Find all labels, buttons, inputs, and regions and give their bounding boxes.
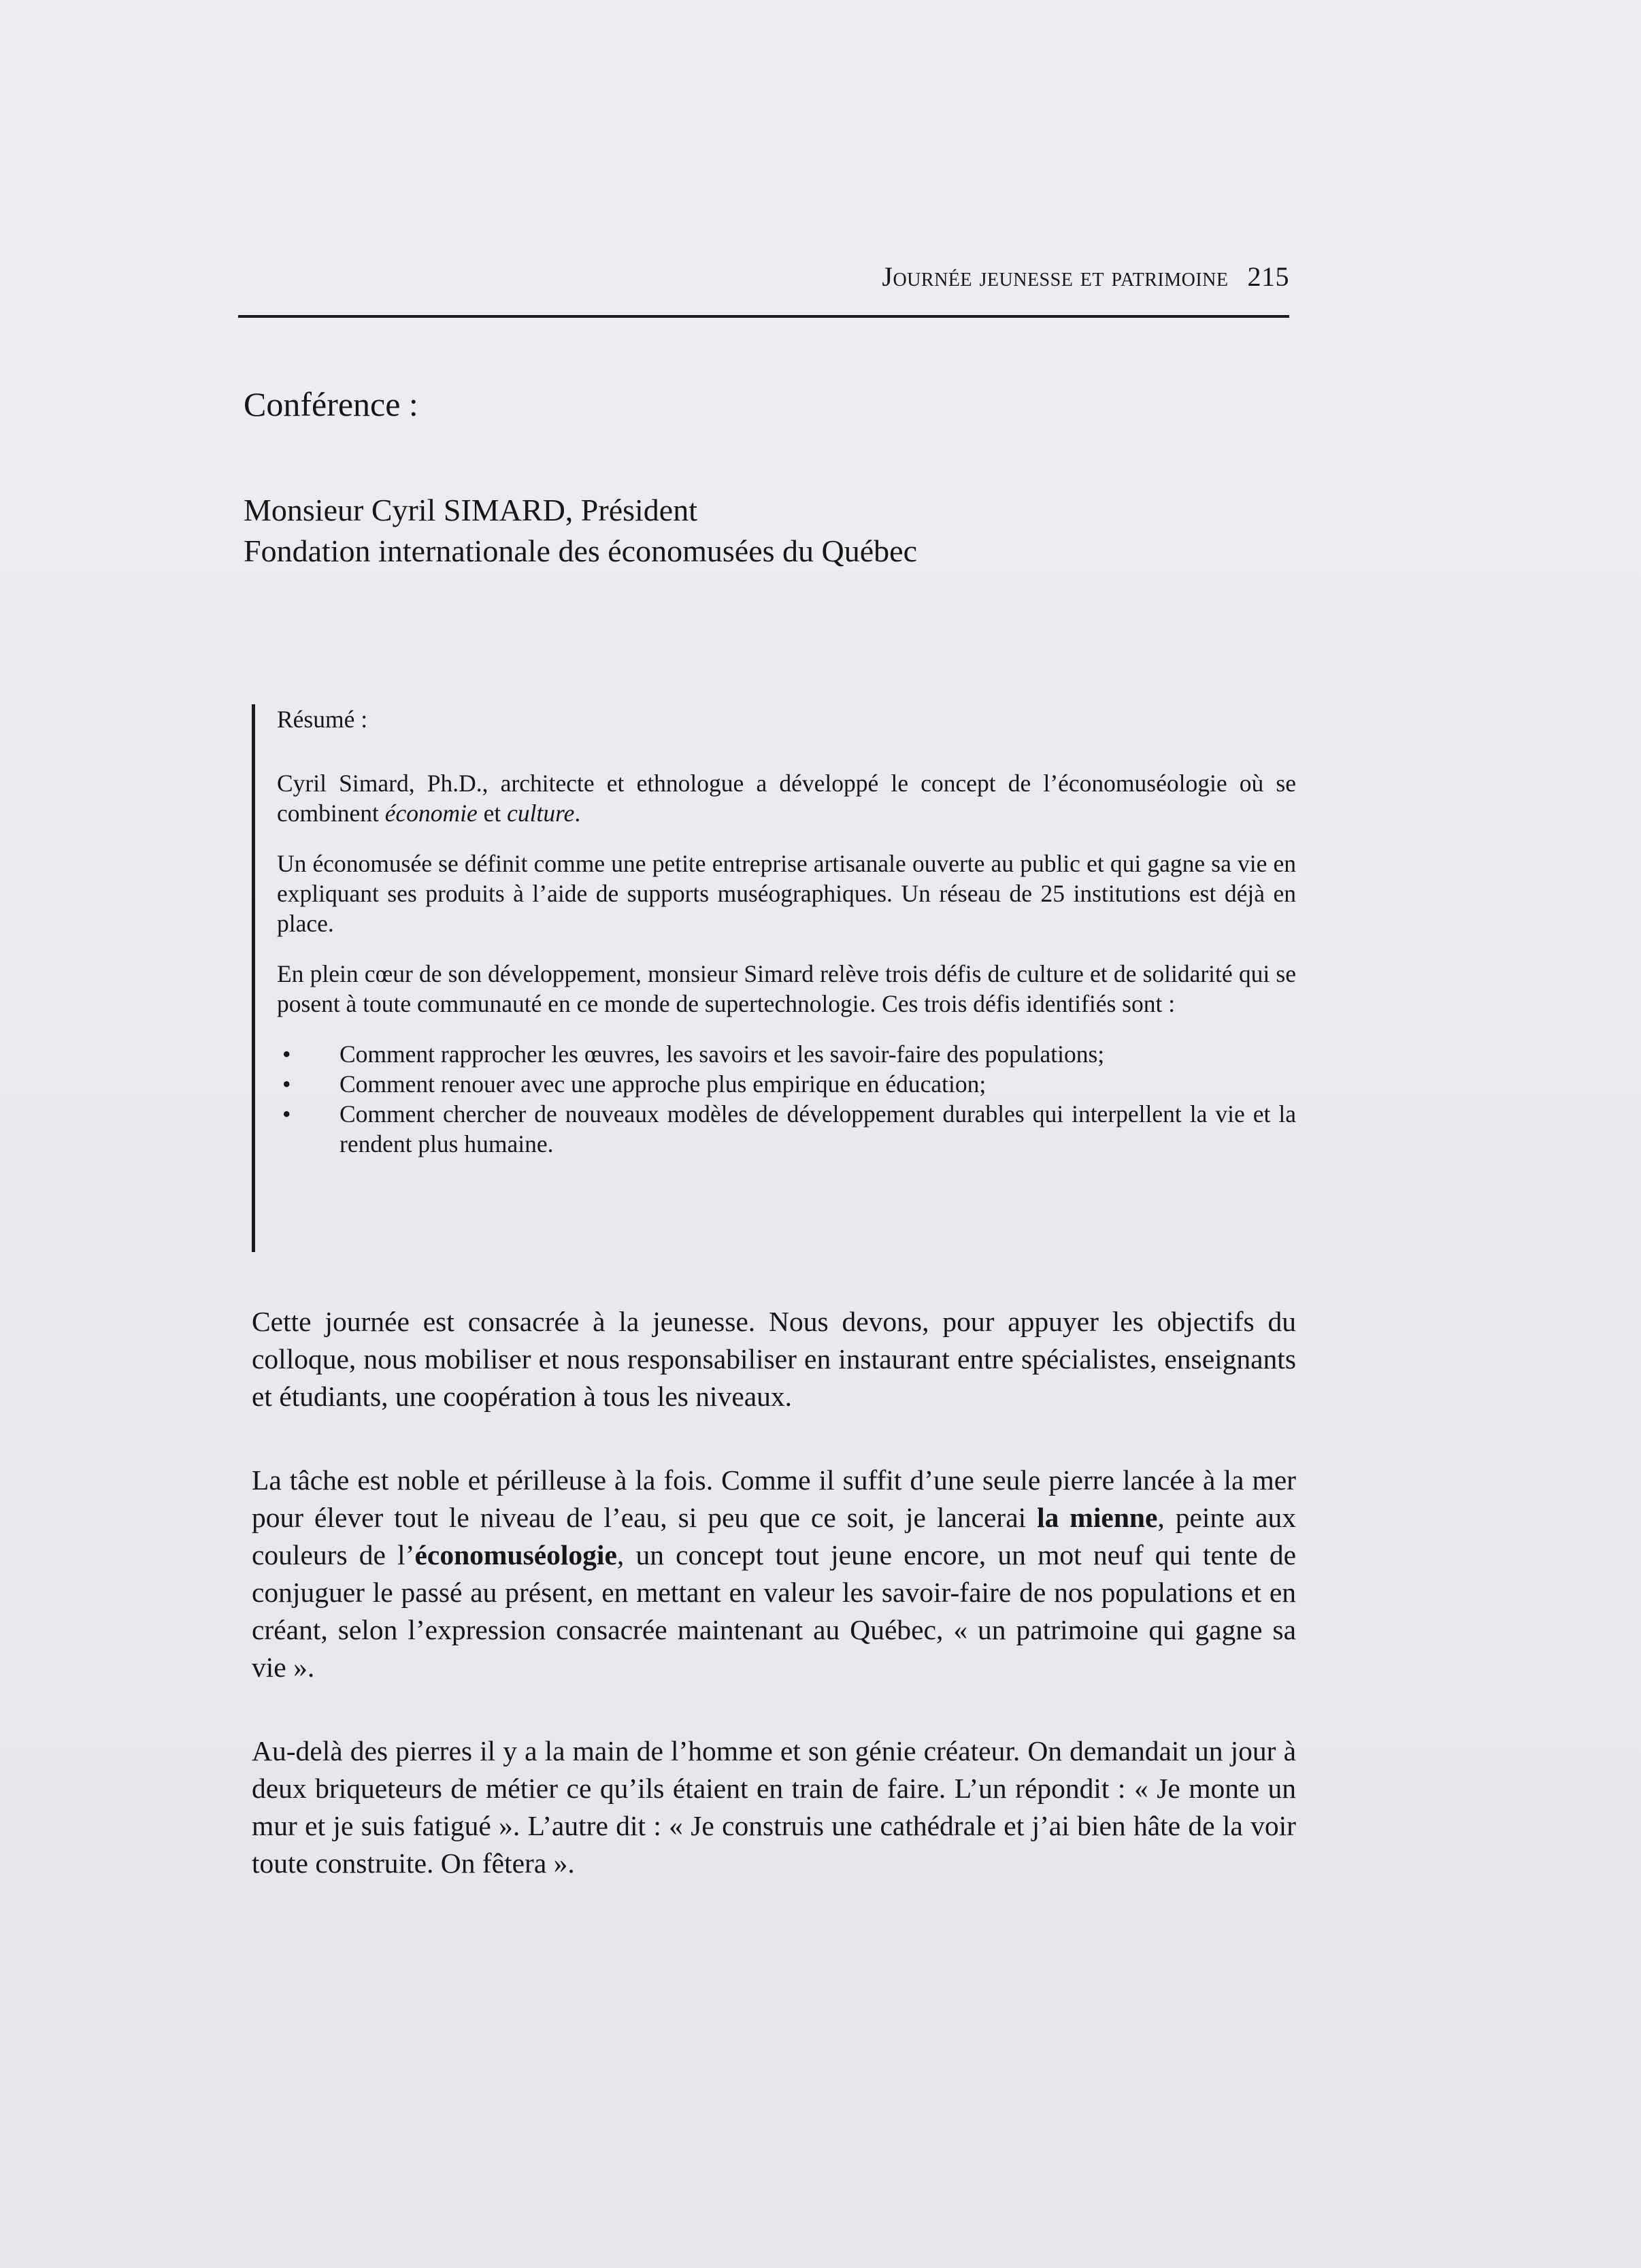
challenges-list — [277, 1039, 1296, 1159]
speaker-block — [244, 490, 917, 572]
list-item: • Comment rapprocher les œuvres, les savoirs et les savoir-faire des populations; — [277, 1039, 1296, 1069]
header-title — [882, 261, 1289, 293]
conference-heading: Conférence : — [244, 385, 418, 423]
list-item: • Comment renouer avec une approche plus empirique en éducation; — [277, 1069, 1296, 1099]
header-rule — [238, 315, 1289, 318]
summary-p1-emphasis-economie: économie — [384, 800, 478, 827]
summary-box — [252, 704, 1296, 1252]
header-title-text: Journée jeunesse et patrimoine — [882, 261, 1229, 292]
running-header — [238, 255, 1289, 320]
body-paragraph-1: Cette journée est consacrée à la jeunesse. Nous devons, pour appuyer les objectifs du colloque, nous mobiliser et nous responsabiliser en instaurant entre spécialistes, enseignants et étudiants, une coopération à tous les niveaux. — [252, 1306, 1296, 1412]
body-paragraph-3: Au-delà des pierres il y a la main de l’homme et son génie créateur. On demandait un jour à deux briqueteurs de métier ce qu’ils étaient en train de faire. L’un répondit : « Je monte un mur et je suis fatigué ». L’autre dit : « Je construis une cathédrale et j’ai bien hâte de la voir toute construite. On fêtera ». — [252, 1735, 1296, 1879]
body-p2-bold-mienne: la mienne — [1037, 1502, 1158, 1533]
summary-p1-emphasis-culture: culture — [507, 800, 575, 827]
main-text — [252, 1303, 1296, 1928]
body-p2-mid: , peinte aux couleurs de l’ — [252, 1502, 1296, 1571]
body-p2-bold-economuseologie: économuséologie — [414, 1539, 617, 1571]
summary-p1-start: Cyril Simard, Ph.D., architecte et ethnologue a développé le concept de l’économuséologie où se combinent — [277, 770, 1296, 827]
list-item: • Comment chercher de nouveaux modèles de développement durables qui interpellent la vie et la rendent plus humaine. — [277, 1099, 1296, 1159]
page-number: 215 — [1247, 261, 1289, 292]
summary-p1-mid: et — [477, 800, 508, 827]
body-p2-end: , un concept tout jeune encore, un mot neuf qui tente de conjuguer le passé au présent, en mettant en valeur les savoir-faire de nos populations et en créant, selon l’expression consacrée maintenant au Québec, « un patrimoine qui gagne sa vie ». — [252, 1539, 1297, 1683]
summary-paragraph-3: En plein cœur de son développement, monsieur Simard relève trois défis de culture et de solidarité qui se posent à toute communauté en ce monde de supertechnologie. Ces trois défis identifiés sont : — [277, 960, 1296, 1017]
body-p2-start: La tâche est noble et périlleuse à la fois. Comme il suffit d’une seule pierre lancée à la mer pour élever tout le niveau de l’eau, si peu que ce soit, je lancerai — [252, 1464, 1296, 1533]
summary-p1-end: . — [574, 800, 581, 827]
body-paragraph-2 — [252, 1462, 1296, 1686]
summary-paragraph-1 — [277, 768, 1296, 828]
summary-paragraph-2: Un économusée se définit comme une petite entreprise artisanale ouverte au public et qui gagne sa vie en expliquant ses produits à l’aide de supports muséographiques. Un réseau de 25 institutions est déjà en place. — [277, 850, 1296, 937]
summary-title: Résumé : — [277, 706, 368, 733]
speaker-organization: Fondation internationale des économusées du Québec — [244, 533, 917, 568]
speaker-name: Monsieur Cyril SIMARD, Président — [244, 493, 697, 527]
